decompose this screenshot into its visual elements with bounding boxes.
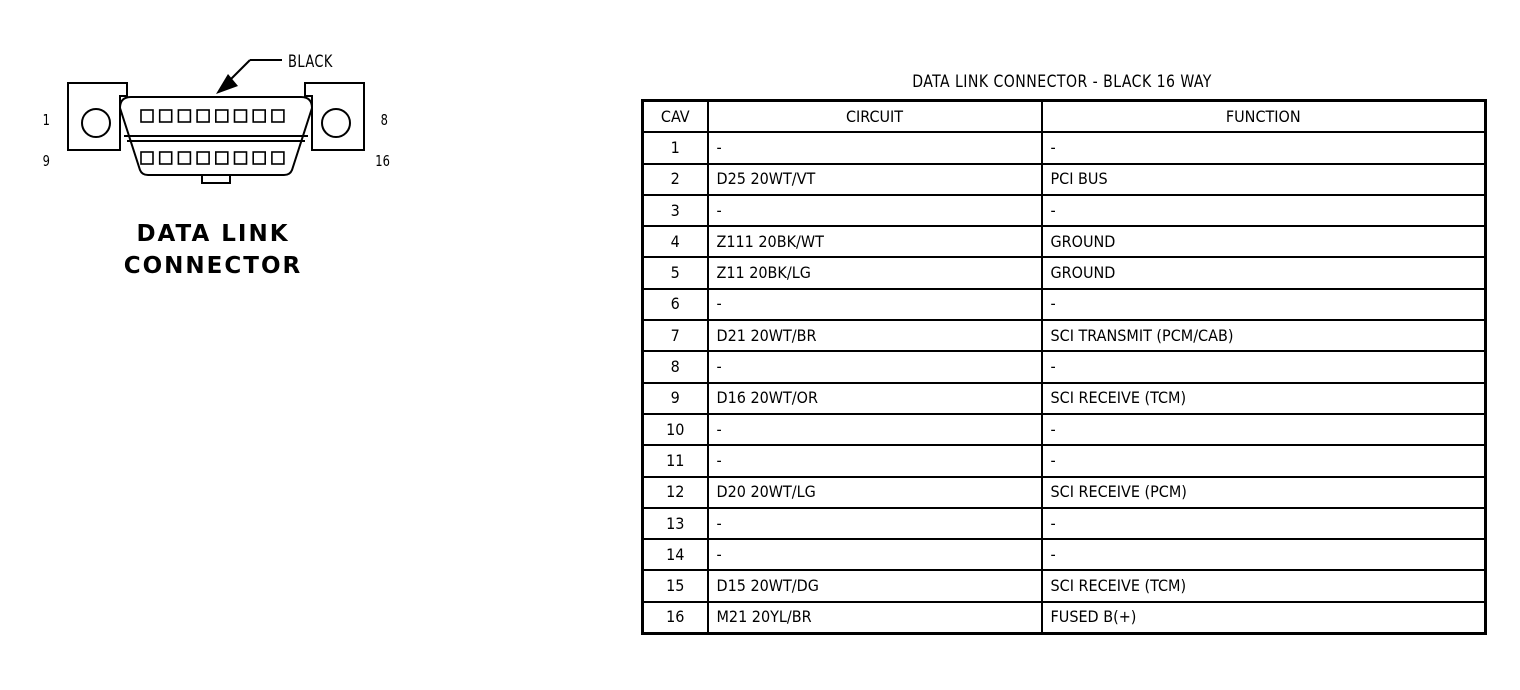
pin-cavity: [141, 110, 153, 122]
function-cell: FUSED B(+): [1042, 602, 1486, 634]
cav-cell: 12: [643, 477, 708, 508]
header-circuit: CIRCUIT: [708, 101, 1042, 133]
header-cav: CAV: [643, 101, 708, 133]
cav-cell: 9: [643, 383, 708, 414]
pin-cavity: [197, 110, 209, 122]
function-cell: SCI RECEIVE (TCM): [1042, 383, 1486, 414]
circuit-cell: -: [708, 351, 1042, 382]
right-mounting-hole: [322, 109, 350, 137]
function-cell: SCI RECEIVE (PCM): [1042, 477, 1486, 508]
function-cell: -: [1042, 132, 1486, 163]
table-row: [643, 445, 1486, 476]
table-row: [643, 477, 1486, 508]
pin-cavity: [253, 152, 265, 164]
circuit-cell: D20 20WT/LG: [708, 477, 1042, 508]
pin-cavity: [197, 152, 209, 164]
connector-figure: [0, 0, 440, 300]
function-cell: -: [1042, 351, 1486, 382]
function-cell: SCI TRANSMIT (PCM/CAB): [1042, 320, 1486, 351]
pin-label-1: 1: [42, 111, 50, 129]
circuit-cell: M21 20YL/BR: [708, 602, 1042, 634]
caption-line-2: CONNECTOR: [123, 253, 303, 279]
circuit-cell: D25 20WT/VT: [708, 164, 1042, 195]
pin-cavity: [216, 110, 228, 122]
cav-cell: 10: [643, 414, 708, 445]
pin-cavity: [160, 152, 172, 164]
function-cell: -: [1042, 289, 1486, 320]
cav-cell: 14: [643, 539, 708, 570]
circuit-cell: D15 20WT/DG: [708, 570, 1042, 601]
function-cell: -: [1042, 195, 1486, 226]
header-function: FUNCTION: [1042, 101, 1486, 133]
pin-cavity: [178, 152, 190, 164]
table-row: [643, 164, 1486, 195]
callout-label: BLACK: [288, 52, 333, 72]
cav-cell: 3: [643, 195, 708, 226]
table-row: [643, 570, 1486, 601]
pin-cavity: [235, 110, 247, 122]
table-row: [643, 508, 1486, 539]
pin-cavity: [178, 110, 190, 122]
pin-cavity: [272, 152, 284, 164]
function-cell: PCI BUS: [1042, 164, 1486, 195]
pin-cavity: [216, 152, 228, 164]
table-row: [643, 195, 1486, 226]
circuit-cell: -: [708, 289, 1042, 320]
table-row: [643, 132, 1486, 163]
diagram-caption: [118, 218, 308, 282]
circuit-cell: Z11 20BK/LG: [708, 257, 1042, 288]
pin-cavity: [235, 152, 247, 164]
table-row: [643, 539, 1486, 570]
cav-cell: 15: [643, 570, 708, 601]
pin-cavity: [272, 110, 284, 122]
function-cell: -: [1042, 414, 1486, 445]
circuit-cell: Z111 20BK/WT: [708, 226, 1042, 257]
table-row: [643, 320, 1486, 351]
table-row: [643, 351, 1486, 382]
left-mounting-hole: [82, 109, 110, 137]
pin-label-9: 9: [42, 152, 50, 170]
table-row: [643, 383, 1486, 414]
caption-line-1: DATA LINK: [136, 221, 290, 247]
cav-cell: 4: [643, 226, 708, 257]
table-row: [643, 289, 1486, 320]
pin-cavity: [141, 152, 153, 164]
table-title: DATA LINK CONNECTOR - BLACK 16 WAY: [912, 72, 1212, 92]
table-row: [643, 414, 1486, 445]
cav-cell: 16: [643, 602, 708, 634]
function-cell: -: [1042, 539, 1486, 570]
circuit-cell: D16 20WT/OR: [708, 383, 1042, 414]
circuit-cell: -: [708, 539, 1042, 570]
connector-key: [202, 175, 230, 183]
table-header-row: [643, 101, 1486, 133]
function-cell: GROUND: [1042, 257, 1486, 288]
table-row: [643, 257, 1486, 288]
pin-label-8: 8: [380, 111, 388, 129]
circuit-cell: -: [708, 414, 1042, 445]
circuit-cell: -: [708, 445, 1042, 476]
function-cell: SCI RECEIVE (TCM): [1042, 570, 1486, 601]
cav-cell: 5: [643, 257, 708, 288]
circuit-cell: -: [708, 132, 1042, 163]
pin-cavity: [160, 110, 172, 122]
pin-label-16: 16: [375, 152, 390, 170]
cav-cell: 11: [643, 445, 708, 476]
right-mounting-ear: [305, 83, 364, 150]
cav-cell: 8: [643, 351, 708, 382]
function-cell: -: [1042, 508, 1486, 539]
cav-cell: 6: [643, 289, 708, 320]
table-row: [643, 602, 1486, 634]
cav-cell: 2: [643, 164, 708, 195]
table-row: [643, 226, 1486, 257]
cav-cell: 13: [643, 508, 708, 539]
callout-arrowhead: [216, 74, 238, 94]
pin-cavity: [253, 110, 265, 122]
circuit-cell: -: [708, 195, 1042, 226]
function-cell: GROUND: [1042, 226, 1486, 257]
circuit-cell: D21 20WT/BR: [708, 320, 1042, 351]
circuit-cell: -: [708, 508, 1042, 539]
cav-cell: 7: [643, 320, 708, 351]
pinout-table: [641, 99, 1487, 635]
function-cell: -: [1042, 445, 1486, 476]
left-mounting-ear: [68, 83, 127, 150]
cav-cell: 1: [643, 132, 708, 163]
